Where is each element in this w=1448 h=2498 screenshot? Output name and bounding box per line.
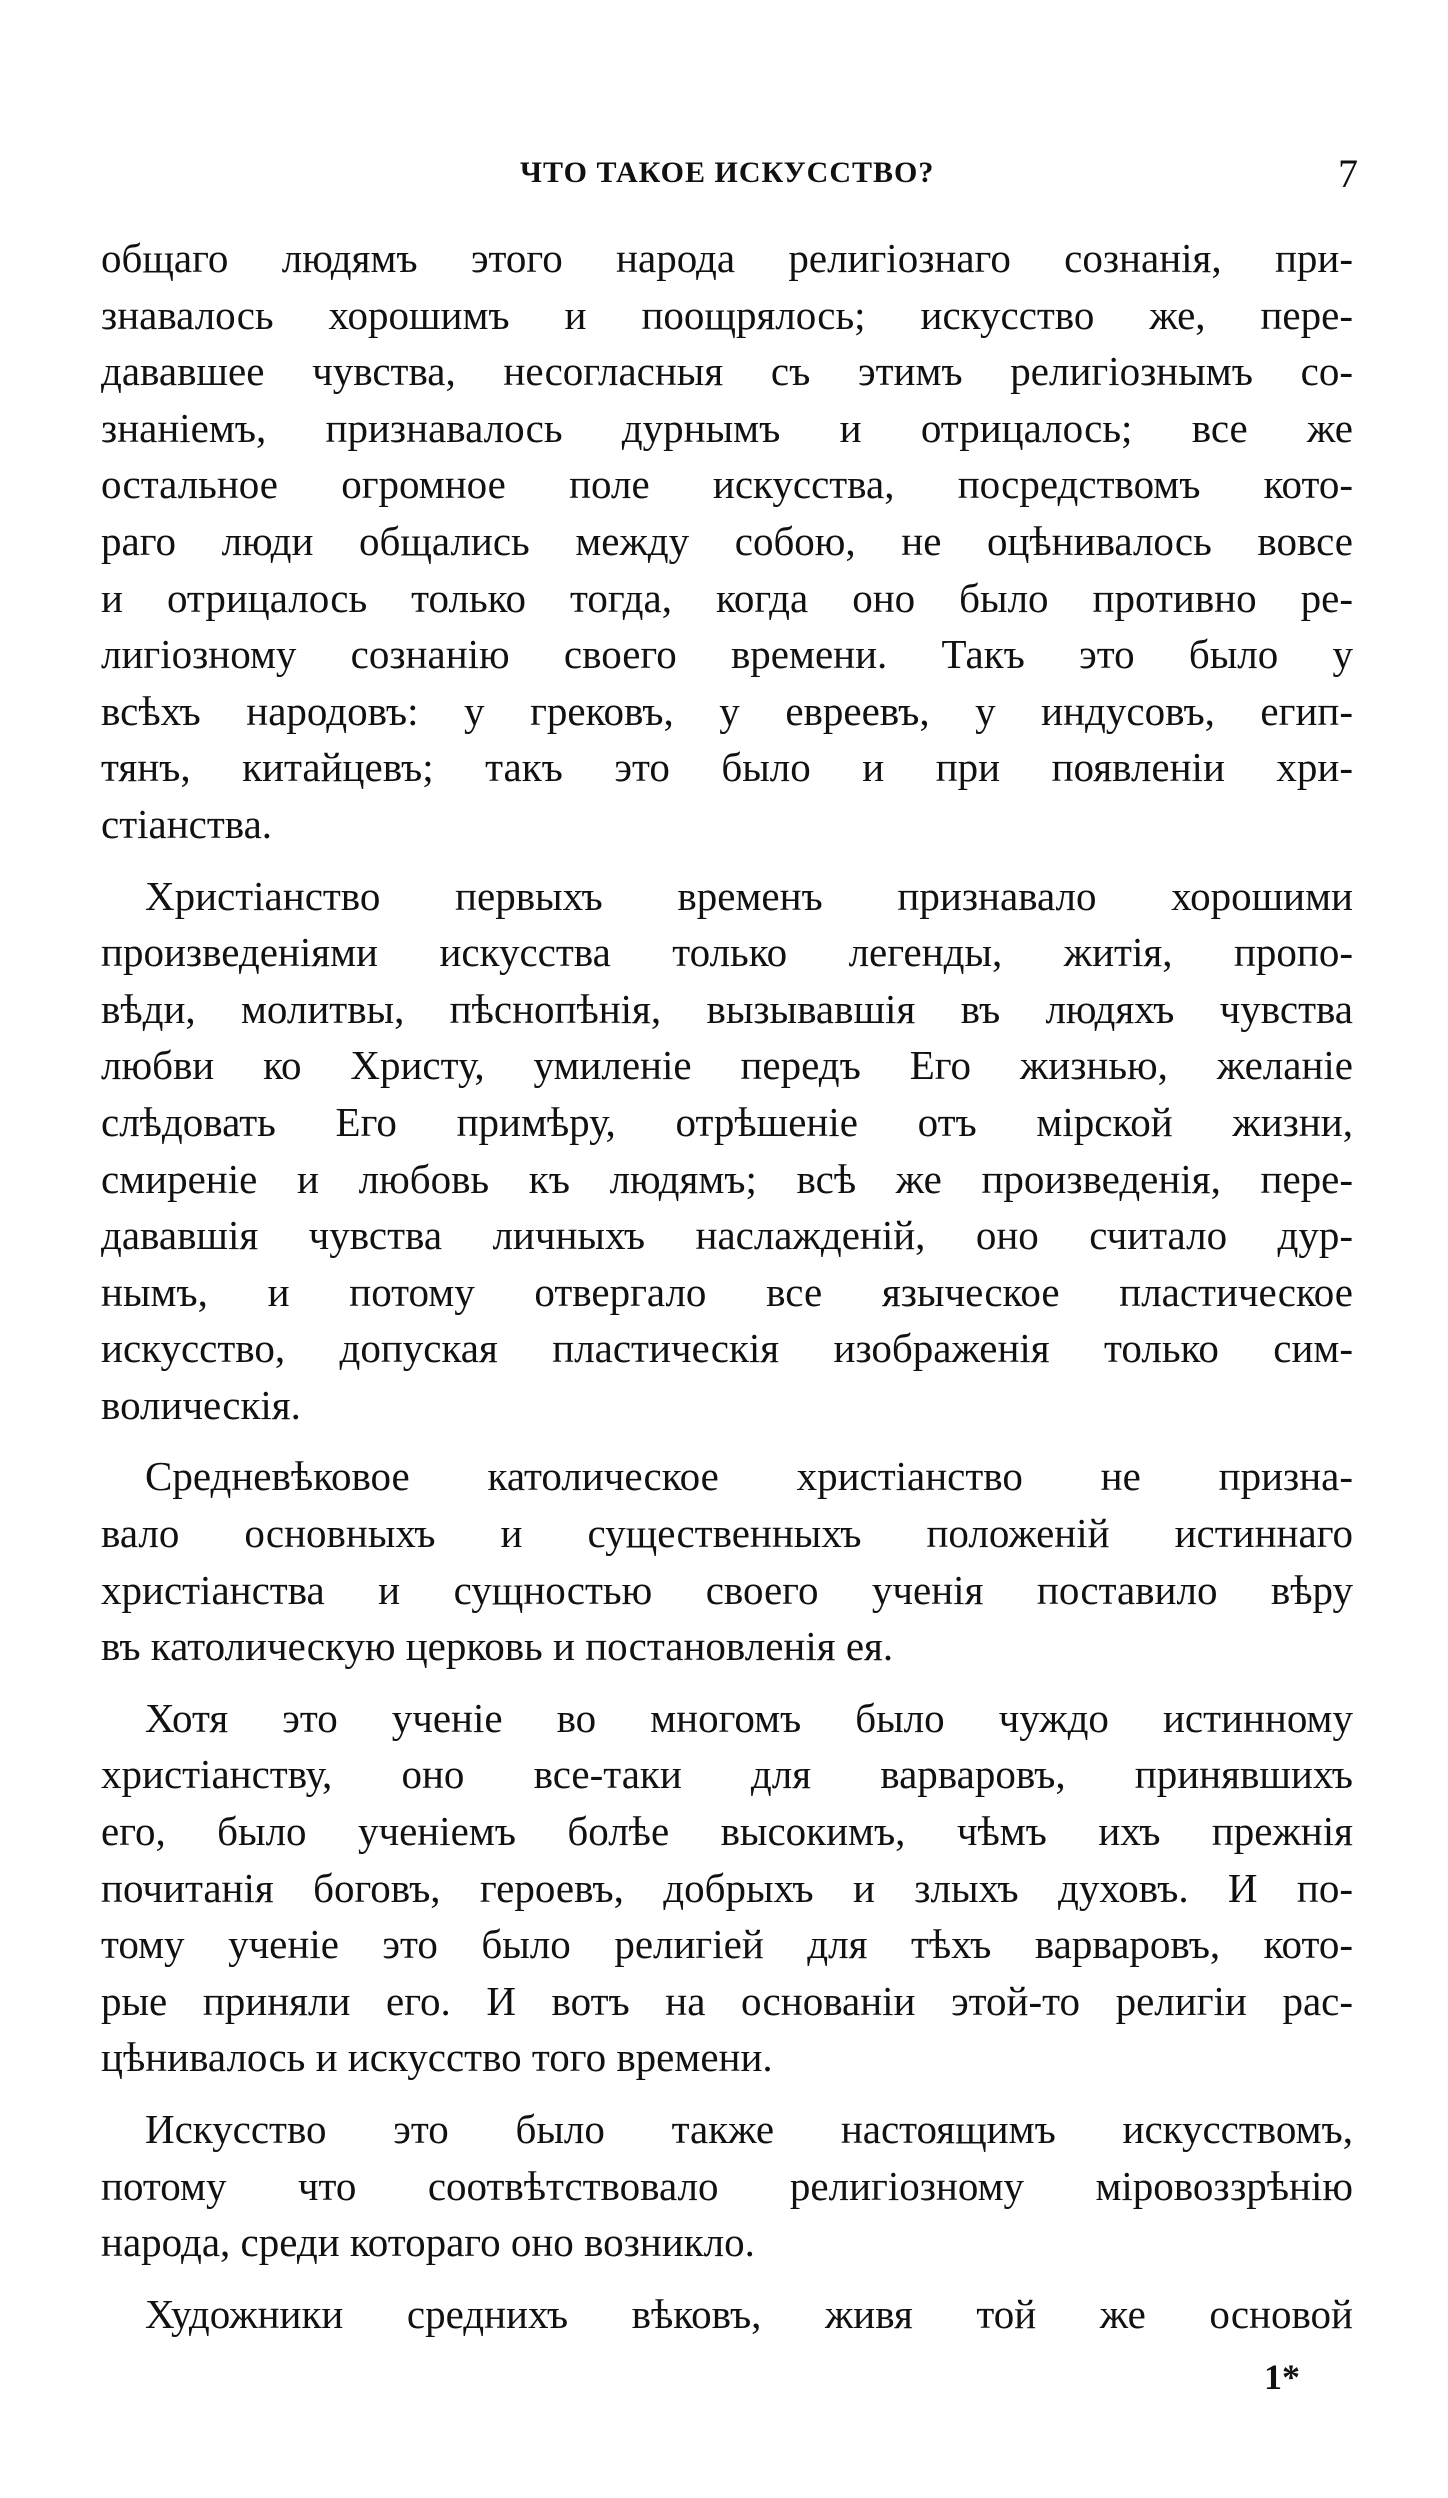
text-line: стіанства. <box>101 800 273 847</box>
text-line: нымъ, и потому отвергало все языческое пластическое <box>101 1268 1353 1315</box>
text-line: его, было ученіемъ болѣе высокимъ, чѣмъ ихъ прежнія <box>101 1808 1353 1855</box>
text-line: Художники среднихъ вѣковъ, живя той же основой <box>145 2290 1353 2337</box>
text-line: Средневѣковое католическое христіанство не призна- <box>145 1453 1353 1500</box>
text-line: христіанству, оно все-таки для варваровъ, принявшихъ <box>101 1751 1353 1798</box>
text-line: Искусство это было также настоящимъ искусствомъ, <box>145 2106 1353 2152</box>
text-line: въ католическую церковь и постановленія ея. <box>101 1623 894 1670</box>
text-line: тому ученіе это было религіей для тѣхъ варваровъ, кото- <box>101 1921 1353 1968</box>
body-text <box>101 230 1353 2342</box>
paragraph <box>101 1448 1353 1674</box>
paragraph <box>101 868 1353 1434</box>
paragraph <box>101 1690 1353 2086</box>
paragraph <box>101 2101 1353 2271</box>
text-line: и отрицалось только тогда, когда оно было противно ре- <box>101 574 1353 621</box>
running-head <box>0 151 1448 206</box>
text-line: народа, среди котораго оно возникло. <box>101 2219 755 2266</box>
text-line: произведеніями искусства только легенды, житія, пропо- <box>101 929 1353 976</box>
text-line: знаніемъ, признавалось дурнымъ и отрицалось; все же <box>101 404 1353 451</box>
text-line: вѣди, молитвы, пѣснопѣнія, вызывавшія въ людяхъ чувства <box>101 985 1353 1032</box>
text-line: лигіозному сознанію своего времени. Такъ это было у <box>101 631 1353 678</box>
text-line: почитанія боговъ, героевъ, добрыхъ и злыхъ духовъ. И по- <box>101 1864 1353 1911</box>
text-line: Хотя это ученіе во многомъ было чуждо истинному <box>145 1694 1353 1741</box>
text-line: всѣхъ народовъ: у грековъ, у евреевъ, у индусовъ, егип- <box>101 687 1353 734</box>
text-line: Христіанство первыхъ временъ признавало хорошими <box>145 872 1353 919</box>
text-line: раго люди общались между собою, не оцѣнивалось вовсе <box>101 517 1353 564</box>
text-line: цѣнивалось и искусство того времени. <box>101 2034 773 2081</box>
text-line: слѣдовать Его примѣру, отрѣшеніе отъ мірской жизни, <box>101 1098 1353 1145</box>
text-line: дававшія чувства личныхъ наслажденій, оно считало дур- <box>101 1212 1353 1259</box>
text-line: христіанства и сущностью своего ученія поставило вѣру <box>101 1566 1353 1613</box>
text-line: рые приняли его. И вотъ на основаніи этой-то религіи рас- <box>101 1977 1353 2024</box>
text-line: общаго людямъ этого народа религіознаго сознанія, при- <box>101 235 1353 281</box>
paragraph <box>101 2286 1353 2343</box>
running-head-title: ЧТО ТАКОЕ ИСКУССТВО? <box>520 156 935 189</box>
signature-mark: 1* <box>1264 2357 1300 2397</box>
text-line: знавалось хорошимъ и поощрялось; искусство же, пере- <box>101 291 1353 338</box>
text-line: потому что соотвѣтствовало религіозному міровоззрѣнію <box>101 2162 1353 2209</box>
text-line: тянъ, китайцевъ; такъ это было и при появленіи хри- <box>101 744 1353 791</box>
text-line: вало основныхъ и существенныхъ положеній истиннаго <box>101 1510 1353 1557</box>
text-line: волическія. <box>101 1381 301 1428</box>
paragraph <box>101 230 1353 853</box>
text-line: искусство, допуская пластическія изображенія только сим- <box>101 1325 1353 1372</box>
text-line: дававшее чувства, несогласныя съ этимъ религіознымъ со- <box>101 348 1353 395</box>
text-line: остальное огромное поле искусства, посредствомъ кото- <box>101 461 1353 508</box>
text-line: смиреніе и любовь къ людямъ; всѣ же произведенія, пере- <box>101 1155 1353 1202</box>
page-number: 7 <box>1338 151 1358 196</box>
text-line: любви ко Христу, умиленіе передъ Его жизнью, желаніе <box>101 1042 1353 1089</box>
